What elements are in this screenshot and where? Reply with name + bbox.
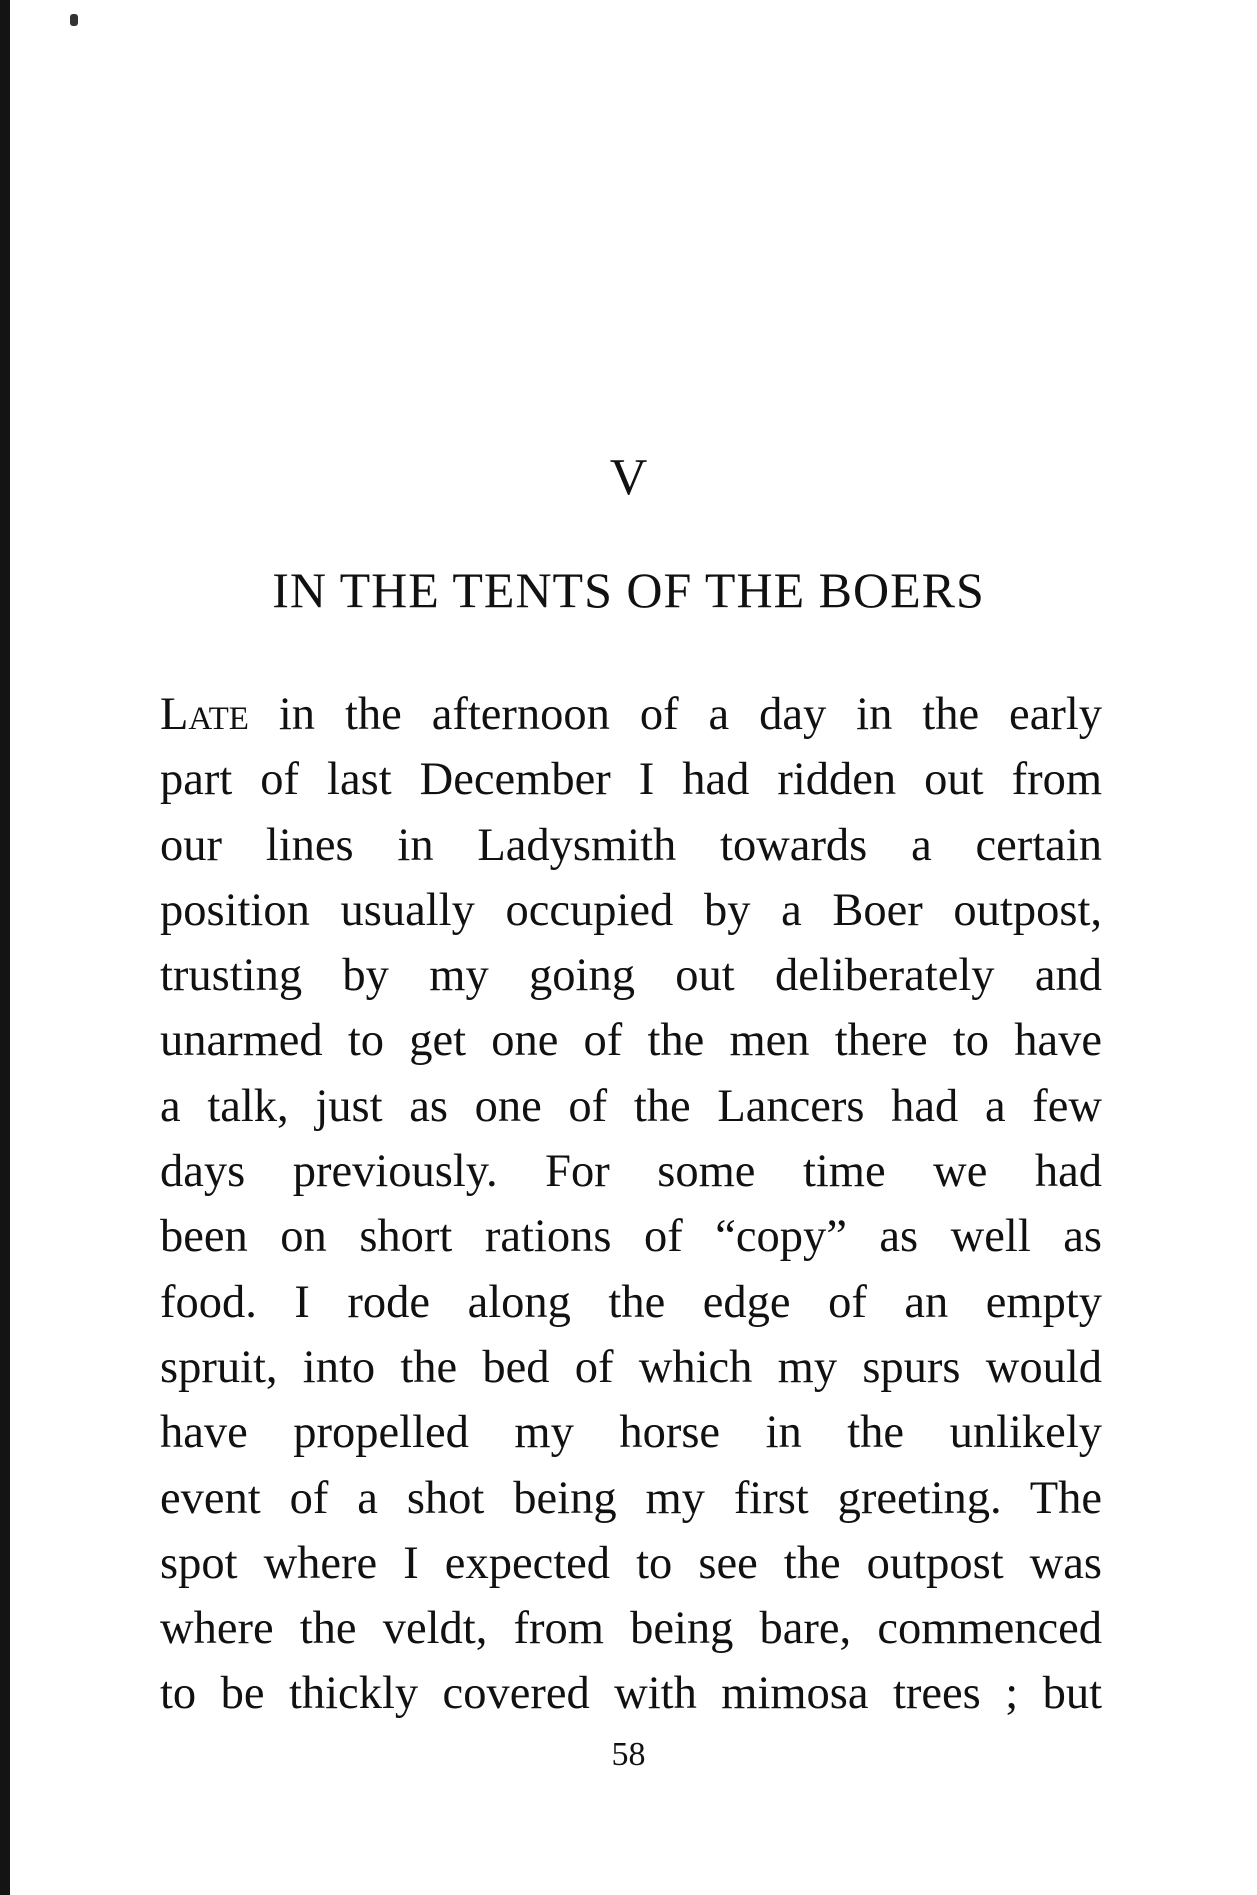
text-line: unarmed to get one of the men there to have (160, 1015, 1102, 1067)
text-line: been on short rations of “copy” as well as (160, 1211, 1102, 1263)
text-line: a talk, just as one of the Lancers had a few (160, 1080, 1102, 1132)
text-line: position usually occupied by a Boer outpost, (160, 884, 1102, 936)
chapter-number: V (609, 449, 648, 506)
ink-speck (70, 14, 78, 26)
body-text (160, 682, 1102, 1727)
text-line: food. I rode along the edge of an empty (160, 1276, 1102, 1328)
text-line: days previously. For some time we had (160, 1146, 1102, 1198)
text-line: where the veldt, from being bare, commenced (160, 1603, 1102, 1655)
chapter-title: IN THE TENTS OF THE BOERS (272, 562, 985, 618)
page-number: 58 (611, 1736, 646, 1773)
text-line: to be thickly covered with mimosa trees ; but (160, 1668, 1102, 1720)
text-line: event of a shot being my first greeting. The (160, 1472, 1102, 1524)
binding-edge (0, 0, 10, 1895)
text-line: part of last December I had ridden out from (160, 754, 1102, 806)
text-line: Late in the afternoon of a day in the early (160, 689, 1102, 740)
text-line: spruit, into the bed of which my spurs would (160, 1341, 1102, 1393)
text-line: trusting by my going out deliberately and (160, 950, 1102, 1002)
text-line: our lines in Ladysmith towards a certain (160, 819, 1102, 871)
text-line: have propelled my horse in the unlikely (160, 1407, 1102, 1459)
text-line: spot where I expected to see the outpost was (160, 1537, 1102, 1589)
drop-word: Late (160, 689, 249, 740)
